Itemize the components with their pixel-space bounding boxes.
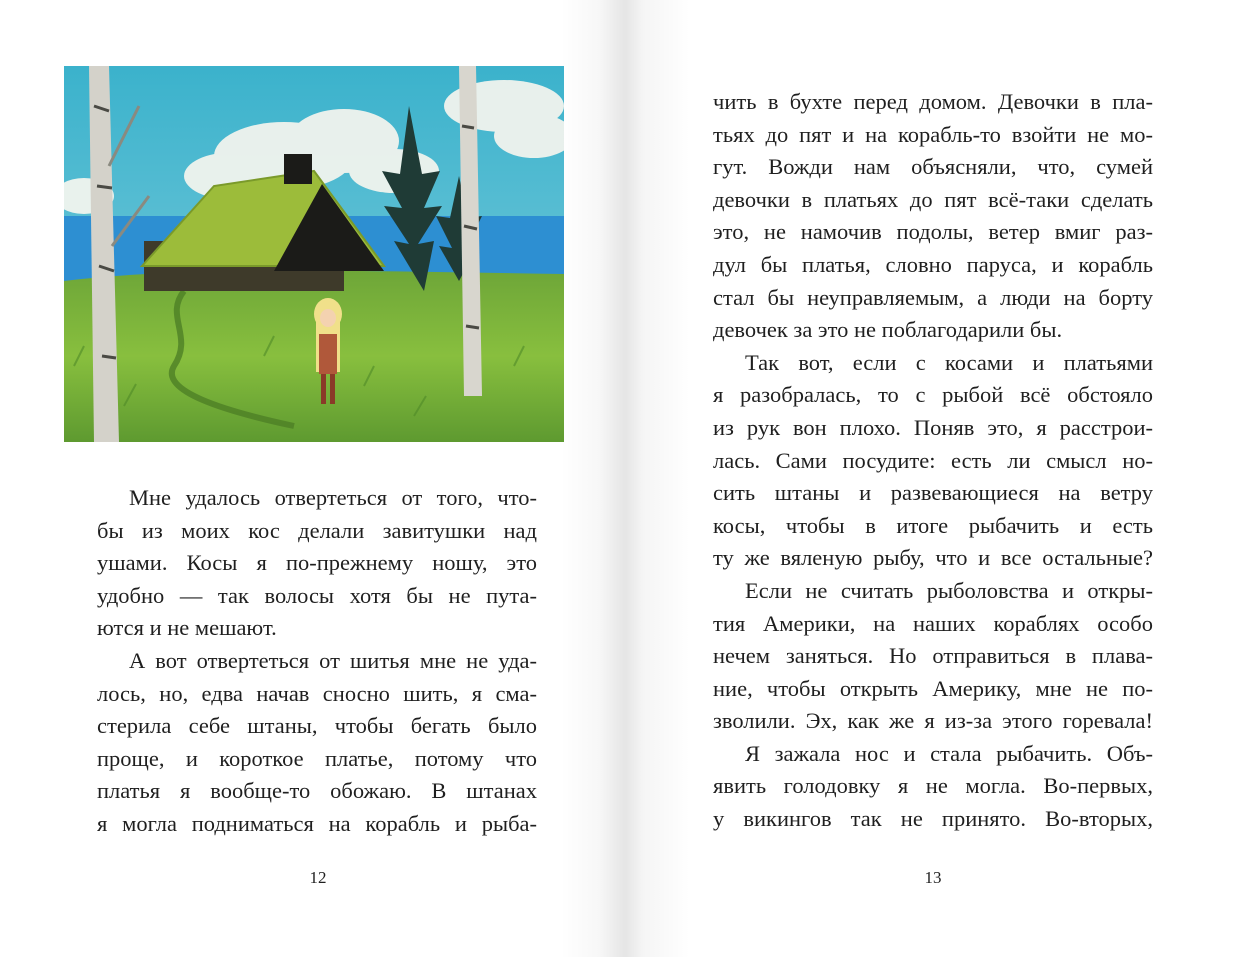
text-line: стерила себе штаны, чтобы бегать было bbox=[97, 713, 537, 739]
text-line: тьях до пят и на корабль-то взойти не мо- bbox=[713, 121, 1153, 147]
left-page bbox=[0, 0, 622, 957]
text-line: девочек за это не поблагодарили бы. bbox=[713, 317, 1063, 343]
right-page-text bbox=[713, 86, 1153, 836]
text-line: бы из моих кос делали завитушки над bbox=[97, 517, 537, 543]
text-line: косы, чтобы в итоге рыбачить и есть bbox=[713, 512, 1153, 538]
text-line: Мне удалось отвертеться от того, что- bbox=[129, 485, 537, 510]
text-line: удобно — так волосы хотя бы не пута- bbox=[97, 582, 537, 608]
text-line: платья я вообще-то обожаю. В штанах bbox=[97, 778, 537, 804]
paragraph bbox=[713, 86, 1153, 347]
paragraph bbox=[97, 482, 537, 645]
text-line: явить голодовку я не могла. Во-первых, bbox=[713, 773, 1153, 799]
text-line: чить в бухте перед домом. Девочки в пла- bbox=[713, 89, 1153, 114]
house-meadow-painting-icon bbox=[64, 66, 564, 442]
paragraph bbox=[97, 645, 537, 841]
text-line: ушами. Косы я по-прежнему ношу, это bbox=[97, 550, 537, 576]
text-line: Если не считать рыболовства и откры- bbox=[745, 577, 1153, 603]
text-line: сить штаны и развевающиеся на ветру bbox=[713, 480, 1153, 506]
text-line: стал бы неуправляемым, а люди на борту bbox=[713, 284, 1153, 310]
text-line: Так вот, если с косами и платьями bbox=[745, 349, 1153, 375]
text-line: нечем заняться. Но отправиться в плава- bbox=[713, 643, 1153, 669]
right-page bbox=[622, 0, 1250, 957]
text-line: гут. Вожди нам объясняли, что, сумей bbox=[713, 154, 1153, 180]
text-line: девочки в платьях до пят всё-таки сделать bbox=[713, 186, 1153, 212]
text-line: лось, но, едва начав сносно шить, я сма- bbox=[97, 680, 537, 706]
illustration bbox=[64, 66, 564, 442]
text-line: это, не намочив подолы, ветер вмиг раз- bbox=[713, 219, 1153, 245]
paragraph bbox=[713, 738, 1153, 836]
text-line: я могла подниматься на корабль и рыба- bbox=[97, 810, 537, 836]
text-line: ту же вяленую рыбу, что и все остальные? bbox=[713, 545, 1153, 571]
text-line: лась. Сами посудите: есть ли смысл но- bbox=[713, 447, 1153, 473]
text-line: дул бы платья, словно паруса, и корабль bbox=[713, 251, 1153, 277]
paragraph bbox=[713, 575, 1153, 738]
text-line: А вот отвертеться от шитья мне не уда- bbox=[129, 647, 537, 673]
text-line: у викингов так не принято. Во-вторых, bbox=[713, 806, 1153, 832]
text-line: из рук вон плохо. Поняв это, я расстрои- bbox=[713, 414, 1153, 440]
text-line: ние, чтобы открыть Америку, мне не по- bbox=[713, 675, 1153, 701]
text-line: тия Америки, на наших кораблях особо bbox=[713, 610, 1153, 636]
page-number: 12 bbox=[309, 868, 327, 887]
left-page-text bbox=[97, 482, 537, 841]
text-line: проще, и короткое платье, потому что bbox=[97, 745, 537, 771]
page-number: 13 bbox=[924, 868, 942, 887]
text-line: я разобралась, то с рыбой всё обстояло bbox=[713, 382, 1153, 408]
text-line: ются и не мешают. bbox=[97, 615, 277, 641]
text-line: Я зажала нос и стала рыбачить. Объ- bbox=[745, 740, 1153, 766]
text-line: зволили. Эх, как же я из-за этого горевала! bbox=[713, 708, 1153, 734]
paragraph bbox=[713, 347, 1153, 575]
